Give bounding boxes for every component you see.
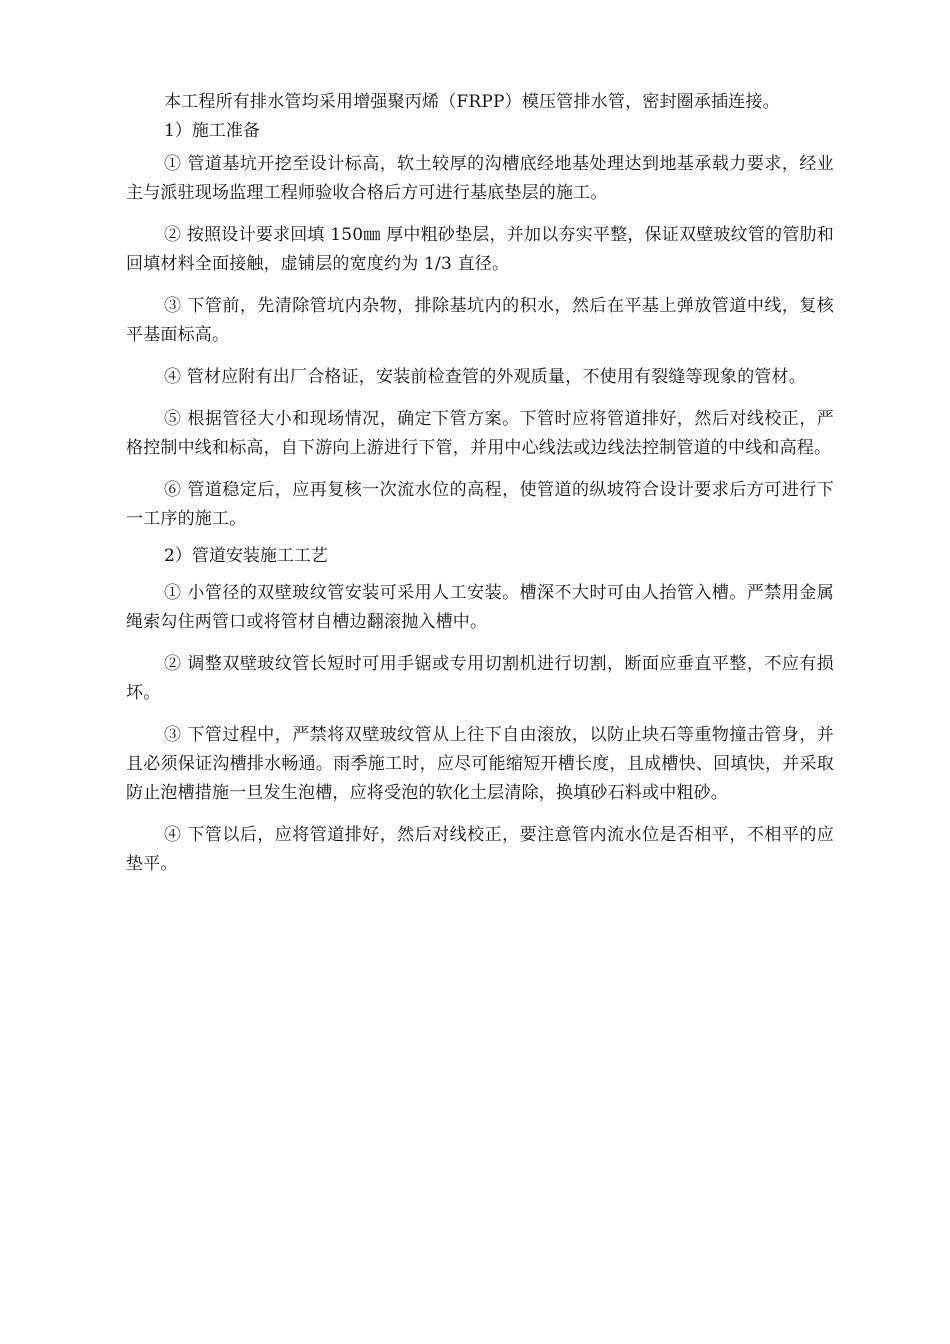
document-body xyxy=(126,88,834,879)
section-2-item-2: ② 调整双壁玻纹管长短时可用手锯或专用切割机进行切割，断面应垂直平整，不应有损坏。 xyxy=(126,654,834,703)
section-2-item-1: ① 小管径的双壁玻纹管安装可采用人工安装。槽深不大时可由人抬管入槽。严禁用金属绳索勾住两管口或将管材自槽边翻滚抛入槽中。 xyxy=(126,583,834,632)
section-1-heading: 1）施工准备 xyxy=(164,121,260,141)
section-2-heading: 2）管道安装施工工艺 xyxy=(164,546,328,566)
section-1-item-1: ① 管道基坑开挖至设计标高，软土较厚的沟槽底经地基处理达到地基承载力要求，经业主与派驻现场监理工程师验收合格后方可进行基底垫层的施工。 xyxy=(126,154,834,203)
section-2-item-4: ④ 下管以后，应将管道排好，然后对线校正，要注意管内流水位是否相平，不相平的应垫平。 xyxy=(126,825,834,874)
section-1-item-5: ⑤ 根据管径大小和现场情况，确定下管方案。下管时应将管道排好，然后对线校正，严格控制中线和标高，自下游向上游进行下管，并用中心线法或边线法控制管道的中线和高程。 xyxy=(126,409,834,458)
section-1-item-6: ⑥ 管道稳定后，应再复核一次流水位的高程，使管道的纵坡符合设计要求后方可进行下一工序的施工。 xyxy=(126,480,834,529)
section-2-item-3: ③ 下管过程中，严禁将双壁玻纹管从上往下自由滚放，以防止块石等重物撞击管身，并且必须保证沟槽排水畅通。雨季施工时，应尽可能缩短开槽长度，且成槽快、回填快，并采取防止泡槽措施一旦发生泡槽，应将受泡的软化土层清除，换填砂石料或中粗砂。 xyxy=(126,725,834,803)
section-1-item-4: ④ 管材应附有出厂合格证，安装前检查管的外观质量，不使用有裂缝等现象的管材。 xyxy=(164,367,807,387)
section-1-item-2: ② 按照设计要求回填 150㎜ 厚中粗砂垫层，并加以夯实平整，保证双壁玻纹管的管肋和回填材料全面接触，虚铺层的宽度约为 1/3 直径。 xyxy=(126,225,834,274)
section-1-item-3: ③ 下管前，先清除管坑内杂物，排除基坑内的积水，然后在平基上弹放管道中线，复核平基面标高。 xyxy=(126,296,834,345)
intro-paragraph: 本工程所有排水管均采用增强聚丙烯（FRPP）模压管排水管，密封圈承插连接。 xyxy=(164,92,780,112)
